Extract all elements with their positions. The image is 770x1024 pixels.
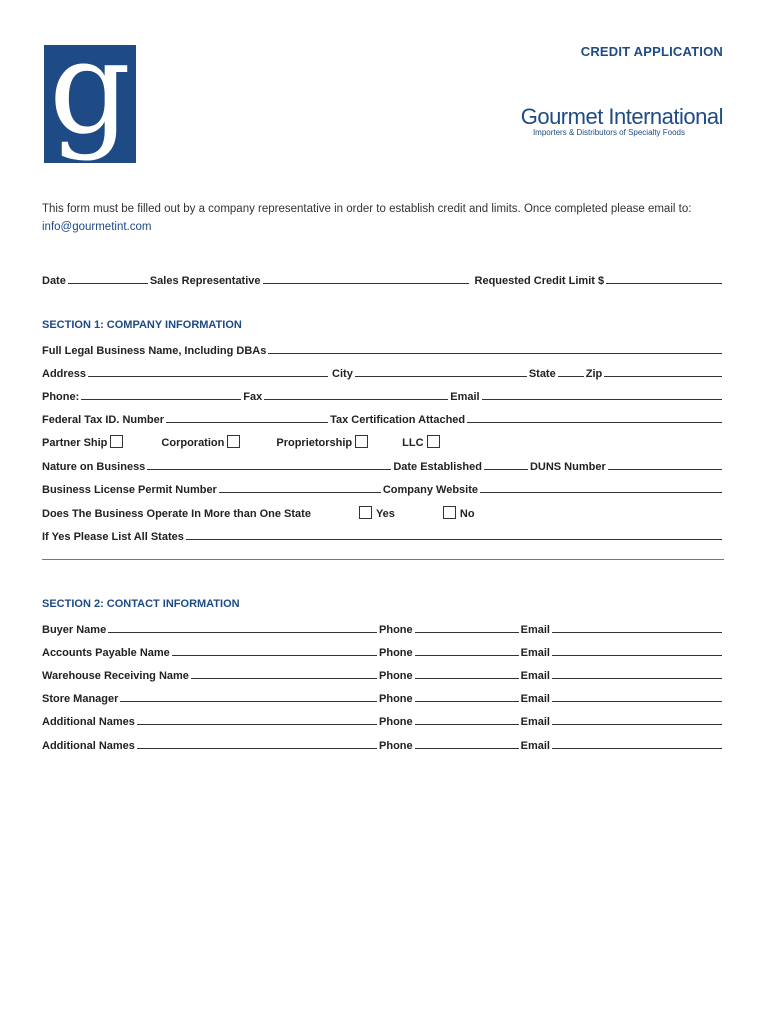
tax-cert-field[interactable] bbox=[467, 422, 722, 423]
contact-email-field[interactable] bbox=[552, 748, 722, 749]
fax-label: Fax bbox=[243, 391, 263, 403]
date-established-label: Date Established bbox=[393, 461, 482, 473]
contact-phone-field[interactable] bbox=[415, 678, 519, 679]
contact-phone-label: Phone bbox=[379, 624, 413, 636]
contact-name-label: Accounts Payable Name bbox=[42, 647, 170, 659]
city-label: City bbox=[332, 368, 353, 380]
contact-email-label: Email bbox=[520, 670, 550, 682]
no-checkbox[interactable] bbox=[443, 506, 456, 519]
multi-state-row bbox=[42, 504, 724, 520]
no-label: No bbox=[459, 508, 475, 520]
contact-email-label: Email bbox=[520, 693, 550, 705]
application-header-row bbox=[42, 271, 724, 287]
contact-email-link[interactable]: info@gourmetint.com bbox=[42, 221, 152, 233]
nature-field[interactable] bbox=[147, 469, 391, 470]
section1-title: SECTION 1: COMPANY INFORMATION bbox=[42, 319, 242, 331]
address-row bbox=[42, 364, 724, 380]
nature-label: Nature on Business bbox=[42, 461, 146, 473]
list-states-field[interactable] bbox=[186, 539, 722, 540]
contact-row bbox=[42, 643, 724, 659]
license-field[interactable] bbox=[219, 492, 381, 493]
contact-email-field[interactable] bbox=[552, 632, 722, 633]
contact-phone-label: Phone bbox=[379, 647, 413, 659]
tax-id-field[interactable] bbox=[166, 422, 328, 423]
entity-type-row bbox=[42, 433, 724, 449]
contact-name-field[interactable] bbox=[120, 701, 377, 702]
contact-email-field[interactable] bbox=[552, 724, 722, 725]
contact-phone-field[interactable] bbox=[415, 632, 519, 633]
corporation-label: Corporation bbox=[161, 437, 225, 449]
date-established-field[interactable] bbox=[484, 469, 528, 470]
credit-limit-label: Requested Credit Limit $ bbox=[474, 275, 605, 287]
tax-row bbox=[42, 410, 724, 426]
contact-name-label: Store Manager bbox=[42, 693, 119, 705]
contact-email-field[interactable] bbox=[552, 655, 722, 656]
contact-email-label: Email bbox=[520, 624, 550, 636]
contact-phone-field[interactable] bbox=[415, 701, 519, 702]
section2-title: SECTION 2: CONTACT INFORMATION bbox=[42, 598, 240, 610]
contact-phone-field[interactable] bbox=[415, 748, 519, 749]
email-label: Email bbox=[450, 391, 480, 403]
contact-row bbox=[42, 666, 724, 682]
contact-phone-label: Phone bbox=[379, 716, 413, 728]
contact-email-label: Email bbox=[520, 716, 550, 728]
state-field[interactable] bbox=[558, 376, 584, 377]
multi-state-label: Does The Business Operate In More than One State bbox=[42, 508, 311, 520]
duns-field[interactable] bbox=[608, 469, 722, 470]
contact-phone-label: Phone bbox=[379, 693, 413, 705]
legal-name-label: Full Legal Business Name, Including DBAs bbox=[42, 345, 267, 357]
contact-name-field[interactable] bbox=[108, 632, 377, 633]
contact-phone-field[interactable] bbox=[415, 655, 519, 656]
website-field[interactable] bbox=[480, 492, 722, 493]
intro-paragraph bbox=[42, 200, 732, 236]
address-field[interactable] bbox=[88, 376, 328, 377]
contact-name-label: Buyer Name bbox=[42, 624, 107, 636]
sales-rep-field[interactable] bbox=[263, 283, 469, 284]
llc-label: LLC bbox=[402, 437, 424, 449]
license-row bbox=[42, 480, 724, 496]
contact-email-field[interactable] bbox=[552, 701, 722, 702]
contact-name-field[interactable] bbox=[137, 748, 377, 749]
proprietorship-checkbox[interactable] bbox=[355, 435, 368, 448]
date-field[interactable] bbox=[68, 283, 148, 284]
llc-checkbox[interactable] bbox=[427, 435, 440, 448]
contact-row bbox=[42, 689, 724, 705]
tax-id-label: Federal Tax ID. Number bbox=[42, 414, 165, 426]
intro-text: This form must be filled out by a company representative in order to establish credit and limits. Once completed please email to: bbox=[42, 203, 692, 215]
zip-field[interactable] bbox=[604, 376, 722, 377]
contact-name-field[interactable] bbox=[137, 724, 377, 725]
nature-row bbox=[42, 457, 724, 473]
contact-phone-label: Phone bbox=[379, 740, 413, 752]
tax-cert-label: Tax Certification Attached bbox=[330, 414, 466, 426]
yes-checkbox[interactable] bbox=[359, 506, 372, 519]
legal-name-field[interactable] bbox=[268, 353, 722, 354]
phone-field[interactable] bbox=[81, 399, 241, 400]
date-label: Date bbox=[42, 275, 66, 287]
city-field[interactable] bbox=[355, 376, 527, 377]
email-field[interactable] bbox=[482, 399, 722, 400]
contact-row bbox=[42, 712, 724, 728]
contact-name-label: Additional Names bbox=[42, 716, 135, 728]
brand-name: Gourmet International bbox=[520, 104, 723, 129]
company-logo bbox=[44, 45, 136, 163]
contact-name-label: Warehouse Receiving Name bbox=[42, 670, 189, 682]
license-label: Business License Permit Number bbox=[42, 484, 217, 496]
logo-letter: g bbox=[49, 45, 131, 163]
phone-row bbox=[42, 387, 724, 403]
partnership-checkbox[interactable] bbox=[110, 435, 123, 448]
contact-email-label: Email bbox=[520, 740, 550, 752]
partnership-label: Partner Ship bbox=[42, 437, 108, 449]
yes-label: Yes bbox=[375, 508, 395, 520]
fax-field[interactable] bbox=[264, 399, 448, 400]
phone-label: Phone: bbox=[42, 391, 80, 403]
corporation-checkbox[interactable] bbox=[227, 435, 240, 448]
list-states-label: If Yes Please List All States bbox=[42, 531, 184, 543]
contact-phone-field[interactable] bbox=[415, 724, 519, 725]
contact-name-field[interactable] bbox=[172, 655, 377, 656]
credit-limit-field[interactable] bbox=[606, 283, 722, 284]
contact-phone-label: Phone bbox=[379, 670, 413, 682]
state-label: State bbox=[528, 368, 556, 380]
contact-name-label: Additional Names bbox=[42, 740, 135, 752]
list-states-extra-line[interactable] bbox=[42, 559, 724, 560]
duns-label: DUNS Number bbox=[529, 461, 606, 473]
brand-tagline: Importers & Distributors of Specialty Foods bbox=[532, 128, 685, 137]
zip-label: Zip bbox=[585, 368, 603, 380]
sales-rep-label: Sales Representative bbox=[149, 275, 261, 287]
contact-email-field[interactable] bbox=[552, 678, 722, 679]
contact-name-field[interactable] bbox=[191, 678, 377, 679]
proprietorship-label: Proprietorship bbox=[276, 437, 353, 449]
contact-row bbox=[42, 620, 724, 636]
address-label: Address bbox=[42, 368, 87, 380]
website-label: Company Website bbox=[382, 484, 478, 496]
contact-row bbox=[42, 736, 724, 752]
legal-name-row bbox=[42, 341, 724, 357]
contact-email-label: Email bbox=[520, 647, 550, 659]
list-states-row bbox=[42, 527, 724, 543]
document-title: CREDIT APPLICATION bbox=[580, 44, 723, 59]
